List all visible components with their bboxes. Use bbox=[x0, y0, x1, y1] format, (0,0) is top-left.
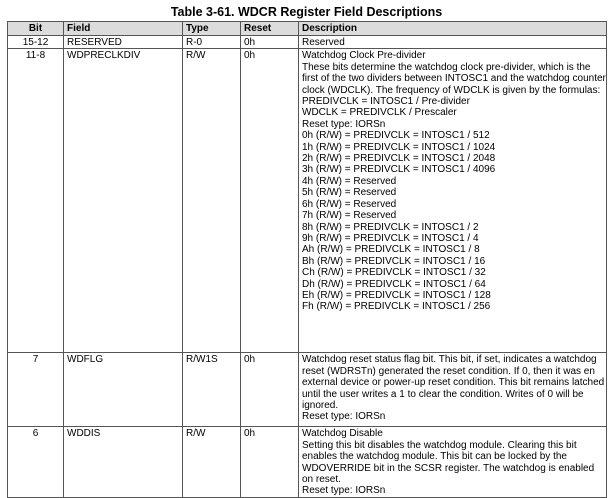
bit-cell: 7 bbox=[8, 353, 64, 427]
type-cell: R/W bbox=[183, 49, 241, 353]
description-line: Ah (R/W) = PREDIVCLK = INTOSC1 / 8 bbox=[302, 244, 480, 256]
table-title: Table 3-61. WDCR Register Field Descriptions bbox=[170, 5, 443, 19]
description-line: WDOVERRIDE bit in the SCSR register. The watchdog is enabled bbox=[302, 462, 595, 474]
type-cell: R/W1S bbox=[183, 353, 241, 427]
header-description: Description bbox=[299, 22, 607, 36]
description-line: Watchdog Disable bbox=[302, 428, 383, 440]
field-cell: WDDIS bbox=[64, 427, 183, 497]
table-row bbox=[8, 427, 607, 497]
description-line: PREDIVCLK = INTOSC1 / Pre-divider bbox=[302, 96, 470, 108]
description-line: Reset type: IORSn bbox=[302, 411, 386, 423]
table-body bbox=[8, 36, 607, 498]
description-line: 3h (R/W) = PREDIVCLK = INTOSC1 / 4096 bbox=[302, 164, 496, 176]
description-line: Watchdog reset status flag bit. This bit, if set, indicates a watchdog bbox=[302, 354, 597, 366]
description-line: first of the two dividers between INTOSC1 and the watchdog counter bbox=[302, 73, 606, 85]
description-line: Setting this bit disables the watchdog module. Clearing this bit bbox=[302, 439, 577, 451]
description-line: 5h (R/W) = Reserved bbox=[302, 187, 397, 199]
reset-cell: 0h bbox=[241, 49, 299, 353]
description-line: on reset. bbox=[302, 474, 341, 486]
description-line: 7h (R/W) = Reserved bbox=[302, 210, 397, 222]
description-line: These bits determine the watchdog clock pre-divider, which is the bbox=[302, 61, 591, 73]
reset-cell: 0h bbox=[241, 427, 299, 497]
description-line: Eh (R/W) = PREDIVCLK = INTOSC1 / 128 bbox=[302, 289, 491, 301]
description-line: 1h (R/W) = PREDIVCLK = INTOSC1 / 1024 bbox=[302, 141, 496, 153]
description-line: WDCLK = PREDIVCLK / Prescaler bbox=[302, 107, 457, 119]
description-line: 6h (R/W) = Reserved bbox=[302, 198, 397, 210]
description-line: Fh (R/W) = PREDIVCLK = INTOSC1 / 256 bbox=[302, 301, 491, 313]
field-cell: WDPRECLKDIV bbox=[64, 49, 183, 353]
type-cell: R-0 bbox=[183, 36, 241, 49]
reset-cell: 0h bbox=[241, 36, 299, 49]
header-bit: Bit bbox=[8, 22, 64, 36]
field-cell: WDFLG bbox=[64, 353, 183, 427]
table-row bbox=[8, 353, 607, 427]
description-line: Bh (R/W) = PREDIVCLK = INTOSC1 / 16 bbox=[302, 255, 486, 267]
description-line: Reset type: IORSn bbox=[302, 485, 386, 497]
table-row bbox=[8, 49, 607, 353]
register-field-table bbox=[7, 21, 607, 498]
description-line: Dh (R/W) = PREDIVCLK = INTOSC1 / 64 bbox=[302, 278, 486, 290]
description-line: clock (WDCLK). The frequency of WDCLK is given by the formulas: bbox=[302, 84, 601, 96]
description-cell bbox=[299, 36, 607, 49]
bit-cell: 15-12 bbox=[8, 36, 64, 49]
type-cell: R/W bbox=[183, 427, 241, 497]
table-header-row bbox=[8, 22, 607, 36]
bit-cell: 6 bbox=[8, 427, 64, 497]
header-field: Field bbox=[64, 22, 183, 36]
reset-cell: 0h bbox=[241, 353, 299, 427]
bit-cell: 11-8 bbox=[8, 49, 64, 353]
description-line: enables the watchdog module. This bit can be locked by the bbox=[302, 451, 567, 463]
description-line: Ch (R/W) = PREDIVCLK = INTOSC1 / 32 bbox=[302, 267, 486, 279]
description-line: Watchdog Clock Pre-divider bbox=[302, 50, 426, 62]
description-line: 8h (R/W) = PREDIVCLK = INTOSC1 / 2 bbox=[302, 221, 479, 233]
description-cell bbox=[299, 49, 607, 353]
description-line: 9h (R/W) = PREDIVCLK = INTOSC1 / 4 bbox=[302, 232, 479, 244]
description-line: 0h (R/W) = PREDIVCLK = INTOSC1 / 512 bbox=[302, 130, 490, 142]
description-line: 4h (R/W) = Reserved bbox=[302, 175, 397, 187]
description-cell bbox=[299, 353, 607, 427]
field-cell: RESERVED bbox=[64, 36, 183, 49]
description-line: 2h (R/W) = PREDIVCLK = INTOSC1 / 2048 bbox=[302, 153, 496, 165]
description-cell bbox=[299, 427, 607, 497]
table-row bbox=[8, 36, 607, 49]
description-line: Reset type: IORSn bbox=[302, 118, 386, 130]
header-type: Type bbox=[183, 22, 241, 36]
header-reset: Reset bbox=[241, 22, 299, 36]
description-line: reset (WDRSTn) generated the reset condition. If 0, then it was en bbox=[302, 365, 595, 377]
description-line: external device or power-up reset condition. This bit remains latched bbox=[302, 377, 605, 389]
description-line: ignored. bbox=[302, 400, 339, 412]
description-line: Reserved bbox=[302, 37, 345, 48]
description-line: until the user writes a 1 to clear the condition. Writes of 0 will be bbox=[302, 388, 584, 400]
